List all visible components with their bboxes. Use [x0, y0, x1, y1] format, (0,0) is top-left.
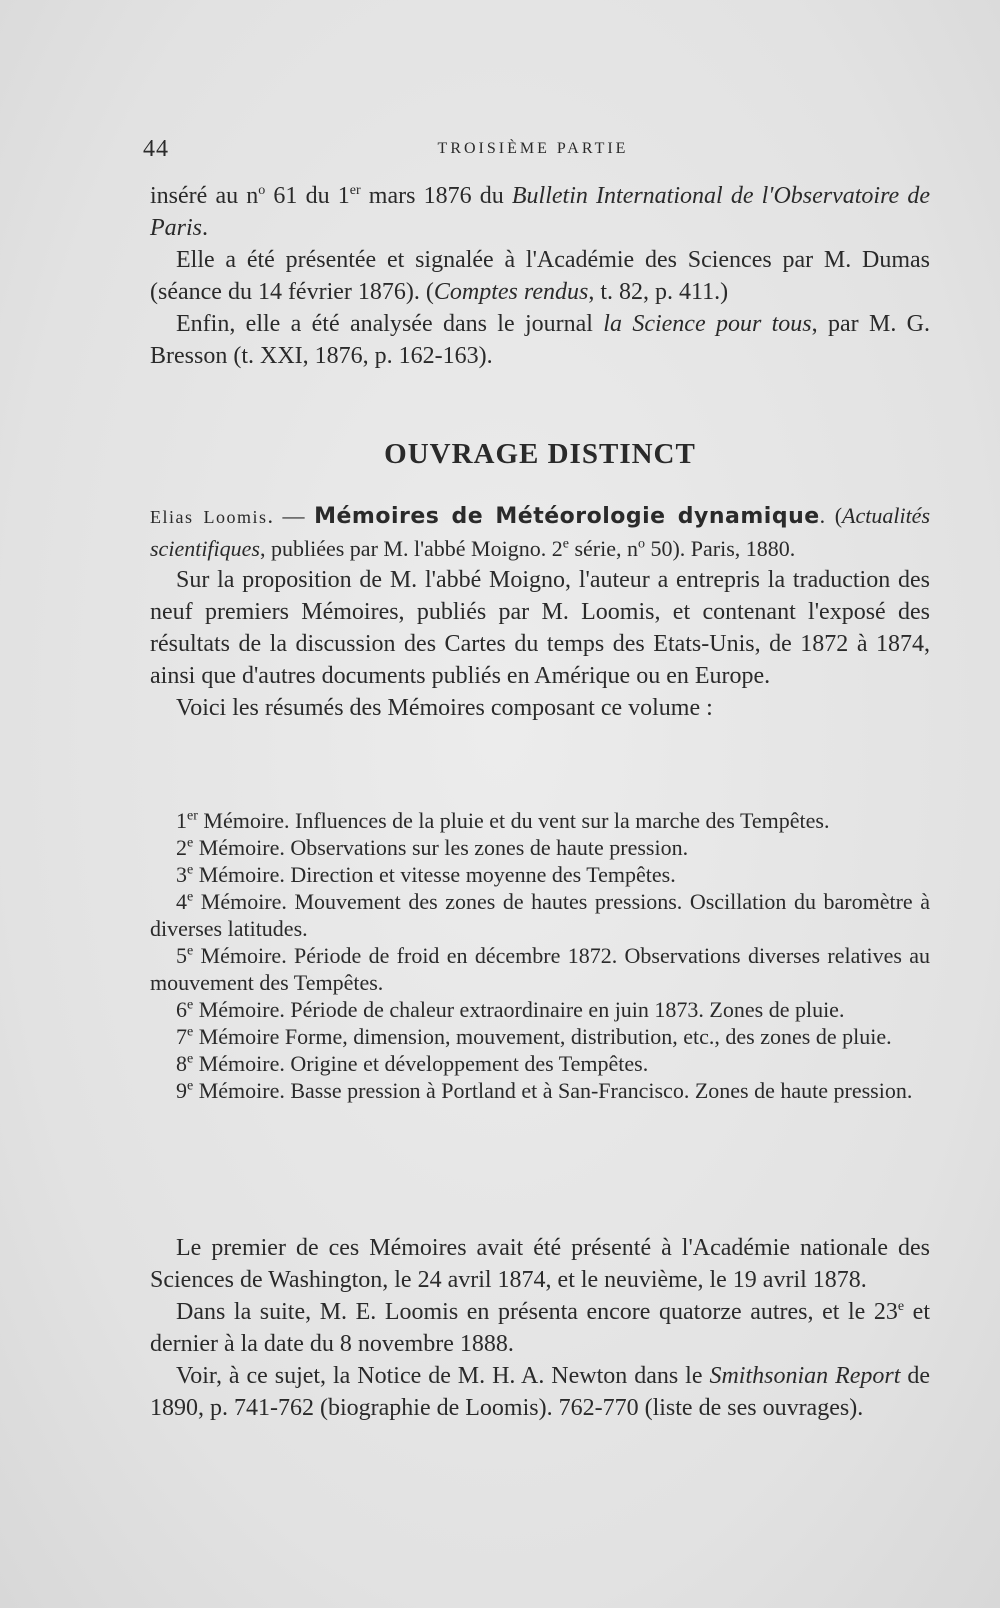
page-header	[143, 136, 923, 166]
memoire-item: 3e Mémoire. Direction et vitesse moyenne des Tempêtes.	[176, 862, 676, 887]
book-reference: Elias Loomis. — Mémoires de Météorologie dynamique. (Actualités scientifiques, publiées par M. l'abbé Moigno. 2e série, $n^o$ 50). Paris, 1880.	[150, 503, 931, 561]
intro-paragraph-2: Elle a été présentée et signalée à l'Académie des Sciences par M. Dumas (séance du 14 février 1876). (Comptes rendus, t. 82, p. 411.)	[150, 247, 930, 305]
intro-paragraph-3: Enfin, elle a été analysée dans le journal la Science pour tous, par M. G. Bresson (t. XXI, 1876, p. 162-163).	[150, 311, 931, 369]
translation-paragraph: Sur la proposition de M. l'abbé Moigno, l'auteur a entrepris la traduction des neuf premiers Mémoires, publiés par M. Loomis, et contenant l'exposé des résultats de la discussion des Cartes du temps des Etats-Unis, de 1872 à 1874, ainsi que d'autres documents publiés en Amérique ou en Europe.	[150, 567, 930, 689]
memoire-item: 6e Mémoire. Période de chaleur extraordinaire en juin 1873. Zones de pluie.	[176, 997, 845, 1022]
book-title: Mémoires de Météorologie dynamique	[314, 504, 820, 529]
memoire-item: 4e Mémoire. Mouvement des zones de hautes pressions. Oscillation du baromètre à diverses latitudes.	[150, 889, 930, 941]
summary-intro: Voici les résumés des Mémoires composant ce volume :	[176, 695, 713, 721]
memoire-item: 9e Mémoire. Basse pression à Portland et à San-Francisco. Zones de haute pression.	[176, 1078, 913, 1103]
book-entry	[150, 500, 930, 724]
memoire-item: 2e Mémoire. Observations sur les zones de haute pression.	[176, 835, 689, 860]
memoire-item: 5e Mémoire. Période de froid en décembre 1872. Observations diverses relatives au mouvement des Tempêtes.	[150, 943, 930, 995]
section-title: OUVRAGE DISTINCT	[384, 438, 696, 470]
author-name: Elias Loomis	[150, 507, 268, 527]
running-head: TROISIÈME PARTIE	[437, 140, 629, 157]
memoire-item: 1er Mémoire. Influences de la pluie et du vent sur la marche des Tempêtes.	[176, 808, 830, 833]
page-number: 44	[143, 136, 169, 162]
memoire-item: 8e Mémoire. Origine et développement des Tempêtes.	[176, 1051, 649, 1076]
intro-block	[150, 180, 930, 372]
closing-paragraph-2: Dans la suite, M. E. Loomis en présenta encore quatorze autres, et le 23e et dernier à la date du 8 novembre 1888.	[150, 1299, 930, 1357]
closing-block	[150, 1232, 930, 1424]
closing-paragraph-3: Voir, à ce sujet, la Notice de M. H. A. Newton dans le Smithsonian Report de 1890, p. 741-762 (biographie de Loomis). 762-770 (liste de ses ouvrages).	[150, 1363, 931, 1421]
memoires-list	[150, 807, 930, 1104]
memoire-item: 7e Mémoire Forme, dimension, mouvement, distribution, etc., des zones de pluie.	[176, 1024, 892, 1049]
intro-paragraph-1: inséré au $n^o$ 61 du 1er mars 1876 du Bulletin International de l'Observatoire de Paris.	[150, 183, 931, 241]
closing-paragraph-1: Le premier de ces Mémoires avait été présenté à l'Académie nationale des Sciences de Washington, le 24 avril 1874, et le neuvième, le 19 avril 1878.	[150, 1235, 930, 1293]
